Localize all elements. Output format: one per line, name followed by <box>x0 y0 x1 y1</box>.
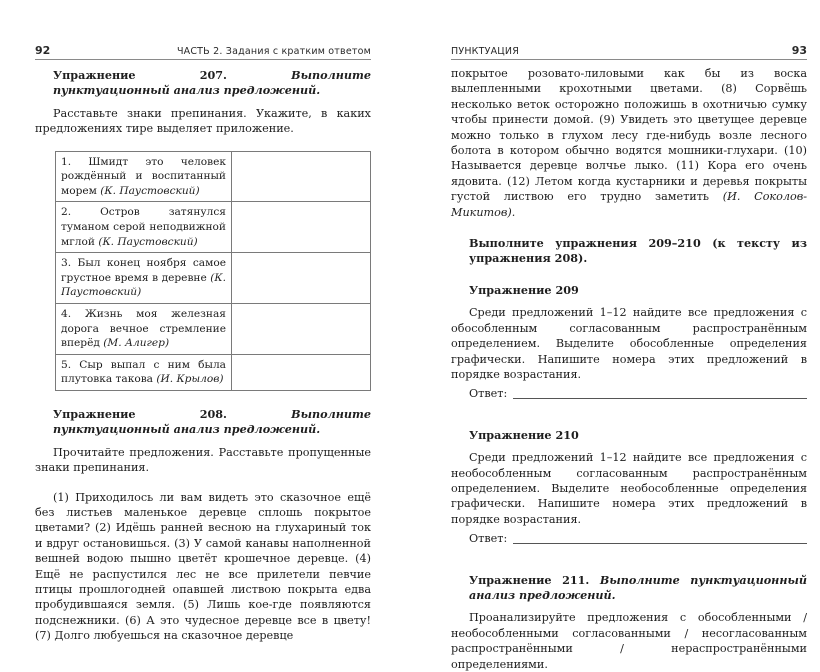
answer-cell[interactable] <box>232 253 371 304</box>
exercise-number: Упражнение 207. <box>53 68 227 82</box>
sentence-cell <box>56 151 232 202</box>
exercise-211-title <box>451 573 807 604</box>
answer-label: Ответ: <box>469 532 508 546</box>
text-author: (И. Соколов-Микитов). <box>451 190 807 219</box>
exercise-208-text: (1) Приходилось ли вам видеть это сказочное ещё без листьев маленькое деревце сплошь покрытое цветами? (2) Идёшь ранней весною на глухариный ток и вдруг остановишься. (3) У самой канавы наполненной вешней водою пышно цветёт крошечное деревце. (4) Ещё не распустился лес не все прилетели певчие птицы прошлогодней опавшей листвою покрыта едва пробудившаяся земля. (5) Лишь кое-где появляются подснежники. (6) А это чудесное деревце все в цвету! (7) Долго любуешься на сказочное деревце <box>35 490 371 643</box>
table-row <box>56 151 371 202</box>
table-row <box>56 202 371 253</box>
exercise-209-answer <box>451 386 807 401</box>
exercise-211-instruction: Проанализируйте предложения с обособленными / необособленными согласованными / несогласованным распространёнными / нераспространёнными определениями. <box>451 611 807 671</box>
exercise-210-title: Упражнение 210 <box>469 427 579 442</box>
right-page <box>410 0 820 671</box>
table-row <box>56 303 371 354</box>
sentence-author: (К. Паустовский) <box>61 271 226 299</box>
sentence-text: 4. Жизнь моя железная дорога вечное стремление вперёд <box>61 307 226 350</box>
answer-field[interactable] <box>513 388 807 399</box>
answer-cell[interactable] <box>232 354 371 390</box>
right-page-content <box>451 66 807 672</box>
sentence-author: (М. Алигер) <box>103 337 170 350</box>
exercise-207-table <box>55 151 371 391</box>
group-note: Выполните упражнения 209–210 (к тексту из упражнения 208). <box>469 236 807 266</box>
sentence-text: 3. Был конец ноября самое грустное время в деревне <box>61 257 226 284</box>
sentence-text: 1. Шмидт это человек рождённый и воспитанный морем <box>61 155 226 197</box>
section-title: ПУНКТУАЦИЯ <box>451 46 519 57</box>
sentence-cell <box>56 202 232 253</box>
exercise-208-instruction: Прочитайте предложения. Расставьте пропущенные знаки препинания. <box>35 445 371 475</box>
exercise-208-text-continued <box>451 66 807 220</box>
exercise-number: Упражнение 208. <box>53 406 227 421</box>
exercise-209-instruction: Среди предложений 1–12 найдите все предложения с обособленным согласованным распространённым определением. Выделите обособленные определения графически. Напишите номера этих предложений в порядке возрастания. <box>451 306 807 381</box>
running-head-right <box>451 43 807 60</box>
exercise-task: Выполните пунктуационный анализ предложений. <box>53 68 371 98</box>
table-row <box>56 354 371 390</box>
sentence-cell <box>56 253 232 304</box>
sentence-author: (И. Крылов) <box>156 373 224 386</box>
running-head-left <box>35 43 371 60</box>
page-number: 92 <box>35 44 51 57</box>
exercise-207-title <box>35 68 371 99</box>
exercise-task: Выполните пунктуационный анализ предложений. <box>469 572 807 602</box>
section-title: ЧАСТЬ 2. Задания с кратким ответом <box>176 46 371 57</box>
answer-cell[interactable] <box>232 202 371 253</box>
answer-cell[interactable] <box>232 303 371 354</box>
sentence-cell <box>56 303 232 354</box>
exercise-210-instruction: Среди предложений 1–12 найдите все предложения с необособленным согласованным распространённым определением. Выделите необособленные определения графически. Напишите номера этих предложений в порядке возрастания. <box>451 451 807 526</box>
sentence-text: 2. Остров затянулся туманом серой неподвижной мглой <box>61 206 226 248</box>
sentence-author: (К. Паустовский) <box>98 235 198 248</box>
left-page <box>0 0 410 643</box>
exercise-number: Упражнение 211. <box>469 572 590 587</box>
answer-cell[interactable] <box>232 151 371 202</box>
exercise-210-answer <box>451 531 807 546</box>
text-continued: покрытое розовато-лиловыми как бы из воска вылепленными крохотными цветами. (8) Сорвёшь несколько веток осторожно положишь в охотничью сумку чтобы принести домой. (9) Увидеть это цветущее деревце можно только в глухом лесу где-нибудь возле лесного болота в котором обычно водятся мошники-глухари. (10) Называется деревце волчье лыко. (11) Кора его очень ядовита. (12) Летом когда кустарники и деревья покрыты густой листвою его трудно заметить <box>451 67 807 204</box>
left-page-content <box>35 68 371 644</box>
sentence-cell <box>56 354 232 390</box>
sentence-text: 5. Сыр выпал с ним была плутовка такова <box>61 358 226 386</box>
exercise-208-title <box>35 407 371 438</box>
answer-field[interactable] <box>513 533 807 544</box>
exercise-task: Выполните пунктуационный анализ предложений. <box>53 406 371 437</box>
exercise-207-instruction: Расставьте знаки препинания. Укажите, в каких предложениях тире выделяет приложение. <box>35 106 371 136</box>
table-row <box>56 253 371 304</box>
sentence-author: (К. Паустовский) <box>100 184 200 197</box>
exercise-209-title: Упражнение 209 <box>469 282 579 297</box>
answer-label: Ответ: <box>469 387 508 401</box>
page-number: 93 <box>791 44 807 57</box>
